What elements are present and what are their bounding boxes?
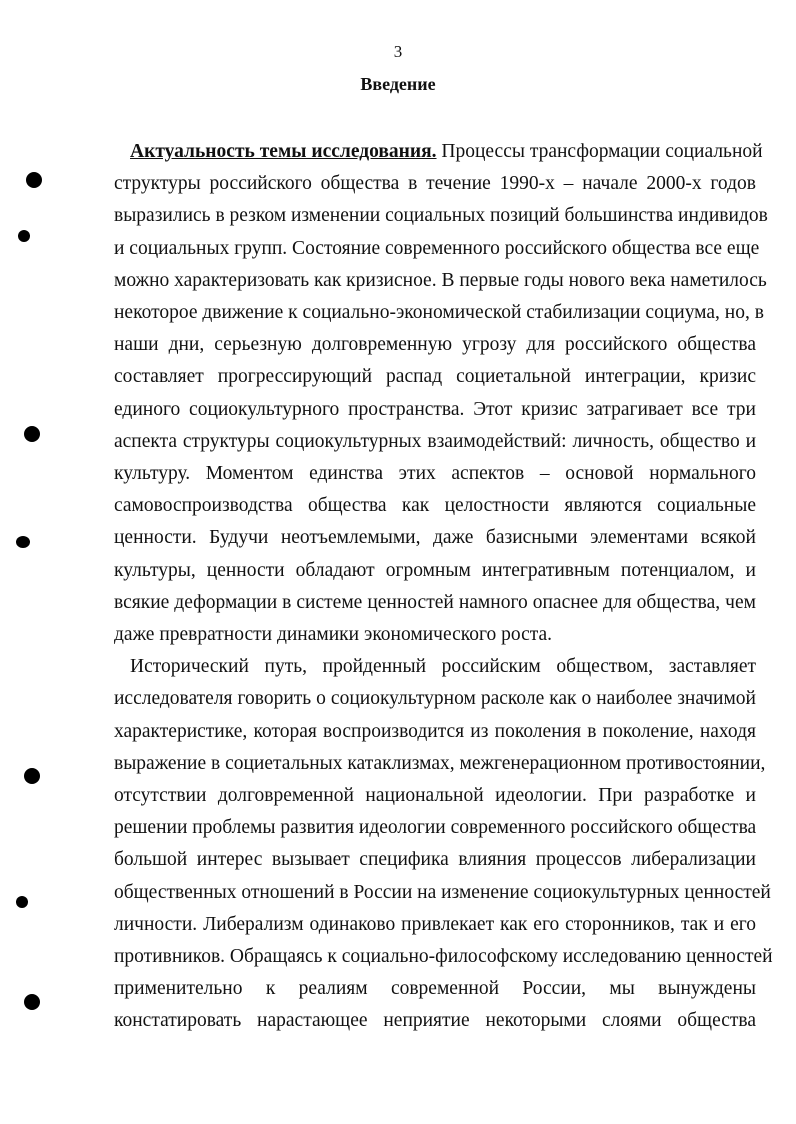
text-line: структуры российского общества в течение 1990-х – начале 2000-х годов: [114, 173, 756, 195]
text-line: Исторический путь, пройденный российским обществом, заставляет: [130, 656, 756, 678]
punch-hole-mark: [26, 172, 42, 188]
text-line: выразились в резком изменении социальных позиций большинства индивидов: [114, 205, 768, 227]
punch-hole-mark: [16, 536, 30, 548]
text-line: культуры, ценности обладают огромным интегративным потенциалом, и: [114, 559, 756, 581]
text-line: ценности. Будучи неотъемлемыми, даже базисными элементами всякой: [114, 527, 756, 549]
paragraph-1: [114, 136, 768, 651]
text-line: большой интерес вызывает специфика влияния процессов либерализации: [114, 849, 756, 871]
text-line: отсутствии долговременной национальной идеологии. При разработке и: [114, 785, 756, 807]
text-line: и социальных групп. Состояние современного российского общества все еще: [114, 237, 760, 259]
text-line: характеристике, которая воспроизводится из поколения в поколение, находя: [114, 720, 756, 742]
section-lead: Актуальность темы исследования.: [130, 141, 437, 162]
text-line: противников. Обращаясь к социально-философскому исследованию ценностей: [114, 946, 773, 968]
text-line: исследователя говорить о социокультурном расколе как о наиболее значимой: [114, 688, 756, 710]
text-line: общественных отношений в России на изменение социокультурных ценностей: [114, 881, 771, 903]
body-text: [114, 136, 773, 1038]
punch-hole-mark: [24, 426, 40, 442]
first-line-text: Процессы трансформации социальной: [436, 141, 763, 162]
punch-hole-mark: [18, 230, 30, 242]
text-line: культуру. Моментом единства этих аспектов – основой нормального: [114, 463, 756, 485]
text-line: выражение в социетальных катаклизмах, межгенерационном противостоянии,: [114, 752, 766, 774]
paragraph-2: [114, 651, 773, 1037]
page-title: Введение: [360, 74, 436, 94]
text-line: единого социокультурного пространства. Этот кризис затрагивает все три: [114, 398, 756, 420]
text-line: составляет прогрессирующий распад социетальной интеграции, кризис: [114, 366, 756, 388]
text-line: наши дни, серьезную долговременную угрозу для российского общества: [114, 334, 756, 356]
text-line: некоторое движение к социально-экономической стабилизации социума, но, в: [114, 302, 764, 324]
punch-hole-mark: [24, 994, 40, 1010]
text-line: аспекта структуры социокультурных взаимодействий: личность, общество и: [114, 430, 756, 452]
text-line: применительно к реалиям современной России, мы вынуждены: [114, 978, 756, 1000]
punch-hole-mark: [16, 896, 28, 908]
text-line: личности. Либерализм одинаково привлекает как его сторонников, так и его: [114, 913, 756, 935]
paragraph-first-line: [114, 136, 763, 168]
text-line: можно характеризовать как кризисное. В первые годы нового века наметилось: [114, 269, 767, 291]
text-line: всякие деформации в системе ценностей намного опаснее для общества, чем: [114, 591, 756, 613]
punch-hole-mark: [24, 768, 40, 784]
page-number: 3: [393, 42, 403, 61]
text-line: даже превратности динамики экономического роста.: [114, 624, 553, 646]
text-line: самовоспроизводства общества как целостности являются социальные: [114, 495, 756, 517]
text-line: констатировать нарастающее неприятие некоторыми слоями общества: [114, 1010, 756, 1032]
text-line: решении проблемы развития идеологии современного российского общества: [114, 817, 757, 839]
